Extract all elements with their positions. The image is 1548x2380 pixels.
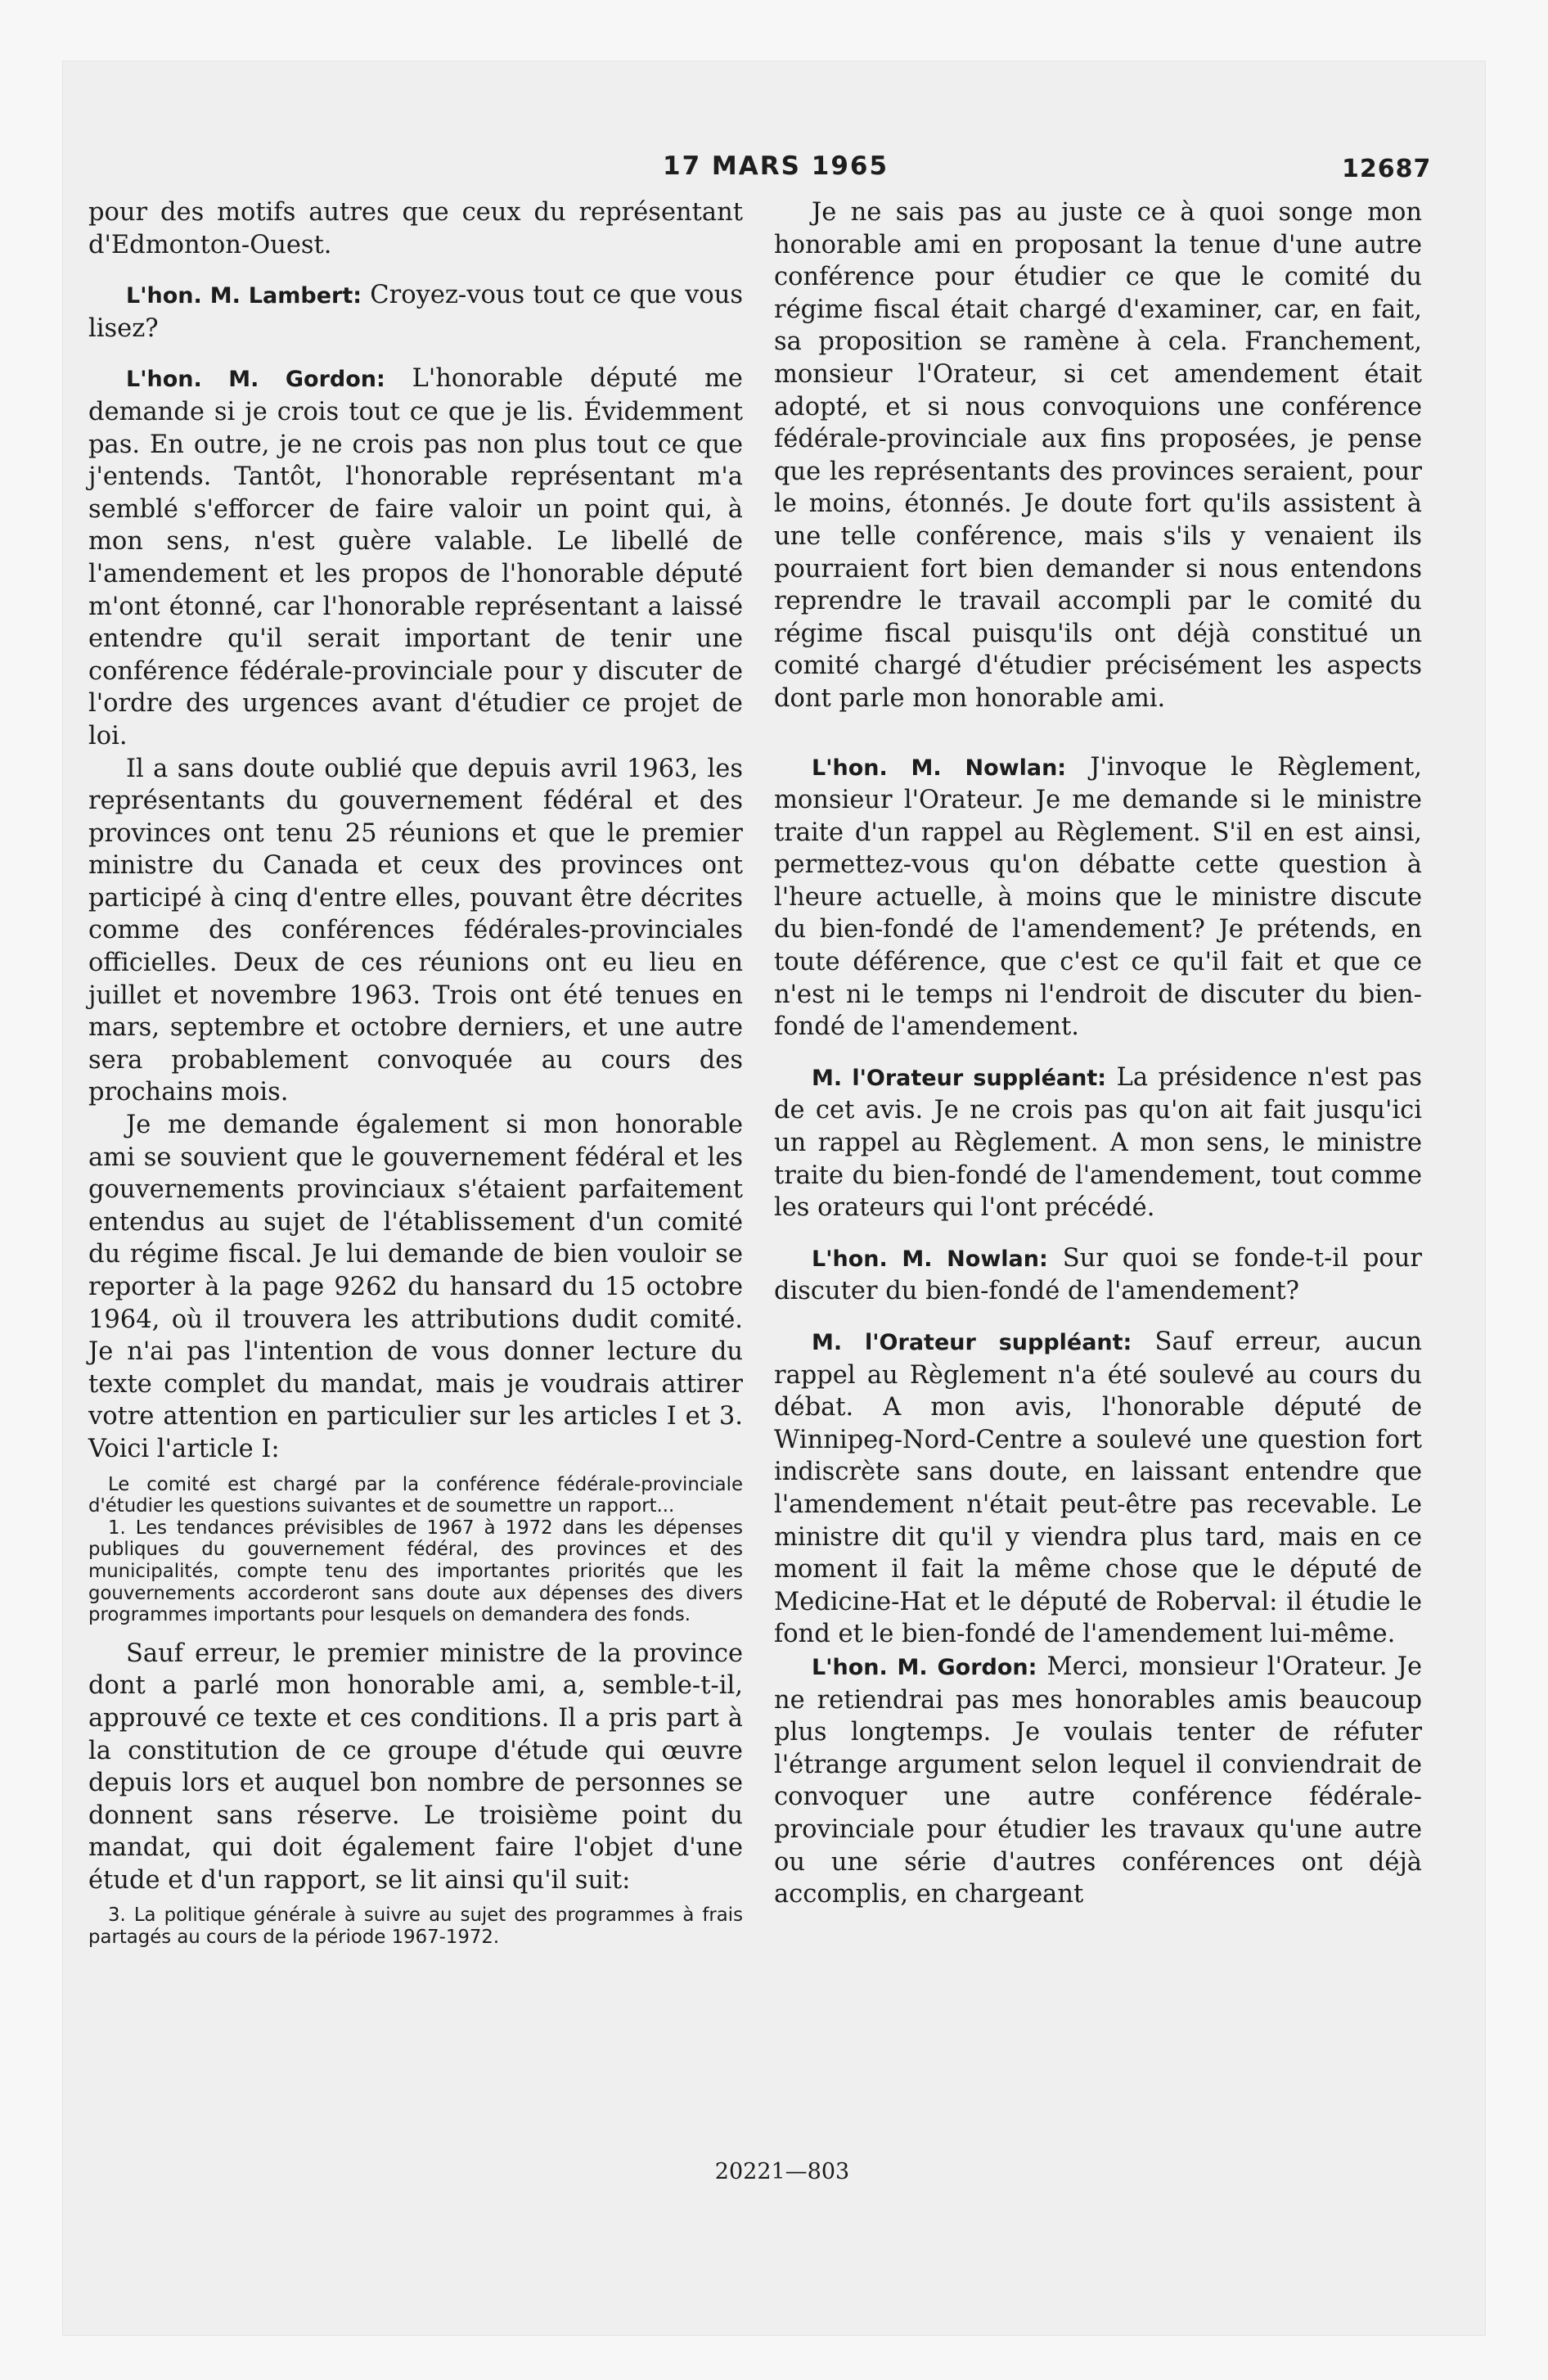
speech-text: J'invoque le Règlement, monsieur l'Orateur. Je me demande si le ministre traite d'un rappel au Règlement. S'il en est ainsi, permettez-vous qu'on débatte cette question à l'heure actuelle, à moins que le ministre discute du bien-fondé de l'amendement? Je prétends, en toute déférence, que c'est ce qu'il fait et que ce n'est ni le temps ni l'endroit de discuter du bien-fondé de l'amendement. [774, 752, 1422, 1042]
speech-paragraph [774, 751, 1422, 1044]
header-date: 17 MARS 1965 [663, 151, 889, 181]
right-column [774, 196, 1422, 1911]
speech-text: Croyez-vous tout ce que vous lisez? [88, 281, 743, 343]
speech-paragraph [774, 1062, 1422, 1224]
page-header [0, 151, 1548, 192]
speaker-name: M. l'Orateur suppléant: [812, 1065, 1107, 1091]
quoted-text: 3. La politique générale à suivre au sujet des programmes à frais partagés au cours de la période 1967-1972. [88, 1904, 743, 1949]
speech-text: L'honorable député me demande si je crois tout ce que je lis. Évidemment pas. En outre, je ne crois pas non plus tout ce que j'entends. Tantôt, l'honorable représentant m'a semblé s'efforcer de faire valoir un point qui, à mon sens, n'est guère valable. Le libellé de l'amendement et les propos de l'honorable député m'ont étonné, car l'honorable représentant a laissé entendre qu'il serait important de tenir une conférence fédérale-provinciale pour y discuter de l'ordre des urgences avant d'étudier ce projet de loi. [88, 364, 743, 751]
speaker-name: L'hon. M. Nowlan: [812, 755, 1067, 781]
left-column [88, 196, 743, 1949]
speech-paragraph [88, 363, 743, 752]
page-footer [0, 2159, 1548, 2184]
speech-text: La présidence n'est pas de cet avis. Je ne crois pas qu'on ait fait jusqu'ici un rappel au Règlement. A mon sens, le ministre traite du bien-fondé de l'amendement, tout comme les orateurs qui l'ont précédé. [774, 1062, 1422, 1223]
paragraph: pour des motifs autres que ceux du représentant d'Edmonton-Ouest. [88, 198, 743, 259]
quoted-text: Le comité est chargé par la conférence fédérale-provinciale d'étudier les questions suivantes et de soumettre un rapport... [88, 1473, 743, 1517]
paragraph: Il a sans doute oublié que depuis avril 1963, les représentants du gouvernement fédéral et des provinces ont tenu 25 réunions et que le premier ministre du Canada et ceux des provinces ont participé à cinq d'entre elles, pouvant être décrites comme des conférences fédérales-provinciales officielles. Deux de ces réunions ont eu lieu en juillet et novembre 1963. Trois ont été tenues en mars, septembre et octobre derniers, et une autre sera probablement convoquée au cours des prochains mois. [88, 754, 743, 1107]
paragraph: Je me demande également si mon honorable ami se souvient que le gouvernement fédéral et les gouvernements provinciaux s'étaient parfaitement entendus au sujet de l'établissement d'un comité du régime fiscal. Je lui demande de bien vouloir se reporter à la page 9262 du hansard du 15 octobre 1964, où il trouvera les attributions dudit comité. Je n'ai pas l'intention de vous donner lecture du texte complet du mandat, mais je voudrais attirer votre attention en particulier sur les articles I et 3. Voici l'article I: [88, 1111, 743, 1463]
speech-paragraph [774, 1242, 1422, 1308]
speaker-name: L'hon. M. Gordon: [812, 1654, 1037, 1680]
speech-text: Sur quoi se fonde-t-il pour discuter du bien-fondé de l'amendement? [774, 1243, 1423, 1306]
speaker-name: L'hon. M. Lambert: [126, 283, 362, 309]
speech-text: Merci, monsieur l'Orateur. Je ne retiendrai pas mes honorables amis beaucoup plus longtemps. Je voulais tenter de réfuter l'étrange argument selon lequel il conviendrait de convoquer une autre conférence fédérale-provinciale pour étudier les travaux qu'une autre ou une série d'autres conférences ont déjà accomplis, en chargeant [774, 1652, 1422, 1909]
speech-paragraph [88, 279, 743, 345]
speech-paragraph [774, 1651, 1422, 1911]
speaker-name: L'hon. M. Nowlan: [812, 1246, 1048, 1272]
paragraph: Je ne sais pas au juste ce à quoi songe mon honorable ami en proposant la tenue d'une autre conférence pour étudier ce que le comité du régime fiscal était chargé d'examiner, car, en fait, sa proposition se ramène à cela. Franchement, monsieur l'Orateur, si cet amendement était adopté, et si nous convoquions une conférence fédérale-provinciale aux fins proposées, je pense que les représentants des provinces seraient, pour le moins, étonnés. Je doute fort qu'ils assistent à une telle conférence, mais s'ils y venaient ils pourraient fort bien demander si nous entendons reprendre le travail accompli par le comité du régime fiscal puisqu'ils ont déjà constitué un comité chargé d'étudier précisément les aspects dont parle mon honorable ami. [774, 198, 1422, 713]
speaker-name: L'hon. M. Gordon: [126, 367, 385, 393]
footer-code: 20221—803 [714, 2159, 850, 2184]
header-page-number: 12687 [1342, 155, 1432, 183]
quoted-text: 1. Les tendances prévisibles de 1967 à 1972 dans les dépenses publiques du gouvernement fédéral, des provinces et des municipalités, compte tenu des importantes priorités que les gouvernements accorderont sans doute aux dépenses des divers programmes importants pour lesquels on demandera des fonds. [88, 1517, 743, 1626]
paragraph: Sauf erreur, le premier ministre de la province dont a parlé mon honorable ami, a, semble-t-il, approuvé ce texte et ces conditions. Il a pris part à la constitution de ce groupe d'étude qui œuvre depuis lors et auquel bon nombre de personnes se donnent sans réserve. Le troisième point du mandat, qui doit également faire l'objet d'une étude et d'un rapport, se lit ainsi qu'il suit: [88, 1639, 743, 1895]
speech-paragraph [774, 1326, 1422, 1651]
speech-text: Sauf erreur, aucun rappel au Règlement n'a été soulevé au cours du débat. A mon avis, l'honorable député de Winnipeg-Nord-Centre a soulevé une question fort indiscrète sans doute, en laissant entendre que l'amendement n'était peut-être pas recevable. Le ministre dit qu'il y viendra plus tard, mais en ce moment il fait la même chose que le député de Medicine-Hat et le député de Roberval: il étudie le fond et le bien-fondé de l'amendement lui-même. [774, 1327, 1422, 1649]
speaker-name: M. l'Orateur suppléant: [812, 1330, 1132, 1355]
